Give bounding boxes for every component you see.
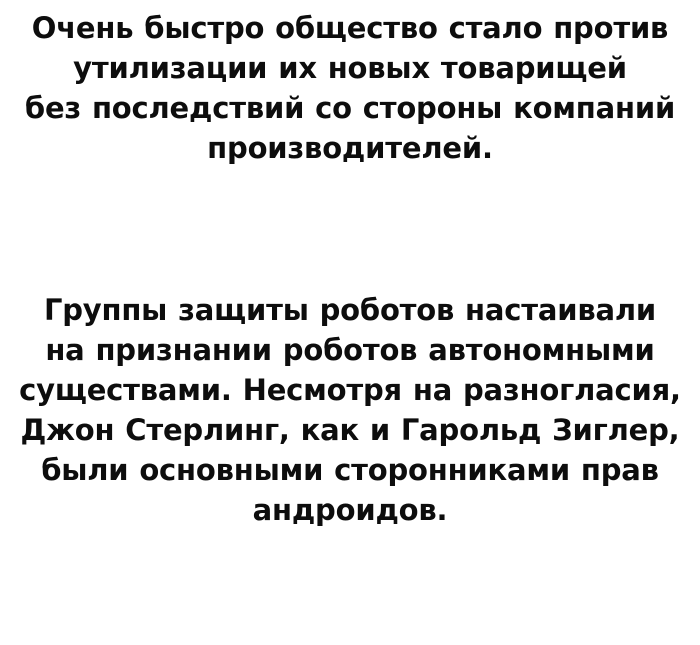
paragraph-1-line-2: утилизации их новых товарищей <box>73 51 627 85</box>
paragraph-2-line-1: Группы защиты роботов настаивали <box>43 293 657 327</box>
paragraph-2-line-2: на признании роботов автономными <box>45 333 655 367</box>
paragraph-1-line-4: производителей. <box>207 131 493 165</box>
paragraph-2-line-6: андроидов. <box>252 493 448 527</box>
paragraph-2-line-4: Джон Стерлинг, как и Гарольд Зиглер, <box>20 413 680 447</box>
paragraph-2-line-3: существами. Несмотря на разногласия, <box>19 373 681 407</box>
paragraph-1-line-1: Очень быстро общество стало против <box>31 11 669 45</box>
paragraph-1 <box>10 8 690 168</box>
paragraph-1-line-3: без последствий со стороны компаний <box>24 91 676 125</box>
paragraph-2-line-5: были основными сторонниками прав <box>41 453 659 487</box>
paragraph-2 <box>10 290 690 530</box>
